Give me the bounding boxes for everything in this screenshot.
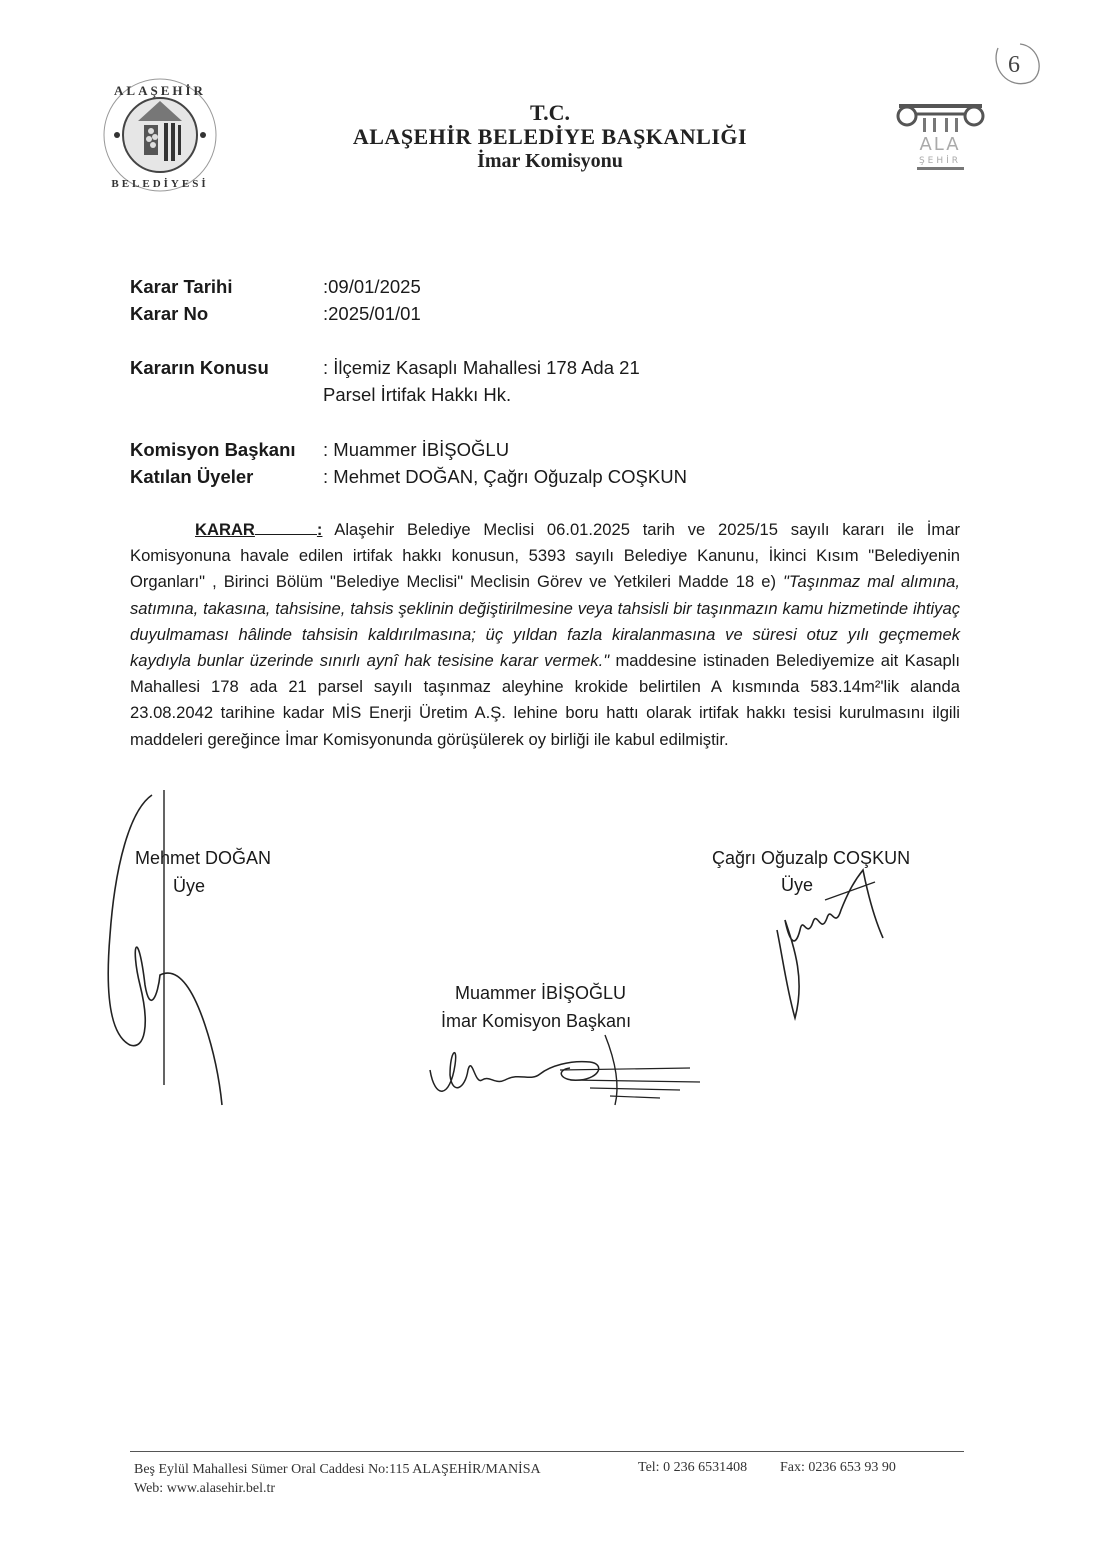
decision-keyword: KARAR [195, 520, 255, 539]
members-value: : Mehmet DOĞAN, Çağrı Oğuzalp COŞKUN [323, 466, 687, 487]
decision-colon: : [316, 520, 323, 539]
logo-word: ALA [919, 134, 961, 155]
header-unit: İmar Komisyonu [477, 150, 623, 172]
decision-law-quote: "Taşınmaz mal alımına, satımına, takasına, tahsisine, tahsis şeklinin değiştirilmesine veya tahsisli bir taşınmazın kamu hizmetinde ihtiyaç duyulmaması hâlinde tahsisin kaldırılmasına; üç yıldan fazla kiralanmasına ve süresi otuz yılı geçmemek kaydıyla bunlar üzerinde sınırlı aynî hak tesisine karar vermek." [130, 572, 961, 671]
chair-label: Komisyon Başkanı [130, 439, 296, 460]
footer-divider [130, 1451, 964, 1452]
member1-role: Üye [173, 876, 206, 896]
member1-name: Mehmet DOĞAN [135, 848, 272, 868]
footer-website: Web: www.alasehir.bel.tr [134, 1481, 276, 1496]
subject-value-line1: : İlçemiz Kasaplı Mahallesi 178 Ada 21 [323, 357, 640, 378]
members-label: Katılan Üyeler [130, 466, 254, 487]
decision-text-part1: Alaşehir Belediye Meclisi 06.01.2025 tarih ve 2025/15 sayılı kararı ile İmar Komisyonuna havale edilen irtifak hakkı konusun, 5393 sayılı Belediye Kanunu, İkinci Kısım "Belediyenin Organları" , Birinci Bölüm "Belediye Meclisi" Meclisin Görev ve Yetkileri Madde 18 e) [130, 520, 960, 592]
seal-text-top: ALAŞEHİR [114, 83, 206, 98]
decision-text-part2: maddesine istinaden Belediyemize ait Kasaplı Mahallesi 178 ada 21 parsel sayılı taşınmaz aleyhine krokide belirtilen A kısmında 583.14m²'lik alanda 23.08.2042 tarihine kadar MİS Enerji Üretim A.Ş. lehine boru hattı olarak irtifak hakkı tesisi kurulmasını ilgili maddeleri gereğince İmar Komisyonunda görüşülerek oy birliği ile kabul edilmiştir. [130, 651, 960, 749]
number-value: :2025/01/01 [323, 303, 421, 324]
number-label: Karar No [130, 303, 209, 324]
date-label: Karar Tarihi [130, 276, 233, 297]
member2-name: Çağrı Oğuzalp COŞKUN [712, 848, 911, 868]
seal-text-bottom: BELEDİYESİ [111, 178, 209, 190]
page-number: 6 [1008, 52, 1020, 78]
header-organization: ALAŞEHİR BELEDİYE BAŞKANLIĞI [352, 124, 748, 149]
logo-subword: ŞEHİR [918, 156, 962, 166]
chair-role: İmar Komisyon Başkanı [441, 1011, 632, 1031]
footer-fax: Fax: 0236 653 93 90 [780, 1460, 896, 1475]
date-value: :09/01/2025 [323, 276, 421, 297]
subject-label: Kararın Konusu [130, 357, 269, 378]
member2-signature [765, 860, 895, 1025]
footer-phone: Tel: 0 236 6531408 [638, 1460, 748, 1475]
decision-paragraph [130, 517, 960, 753]
footer-address: Beş Eylül Mahallesi Sümer Oral Caddesi No:115 ALAŞEHİR/MANİSA [134, 1462, 541, 1477]
chair-name: Muammer İBİŞOĞLU [455, 983, 627, 1003]
chair-signature [420, 1030, 710, 1110]
member1-signature [100, 785, 240, 1115]
subject-value-line2: Parsel İrtifak Hakkı Hk. [323, 384, 512, 405]
city-column-logo [893, 100, 988, 175]
page-number-circle [990, 38, 1044, 88]
member2-role: Üye [781, 875, 814, 895]
chair-value: : Muammer İBİŞOĞLU [323, 439, 510, 460]
header-tc: T.C. [530, 100, 570, 125]
municipality-seal-logo [100, 75, 220, 195]
